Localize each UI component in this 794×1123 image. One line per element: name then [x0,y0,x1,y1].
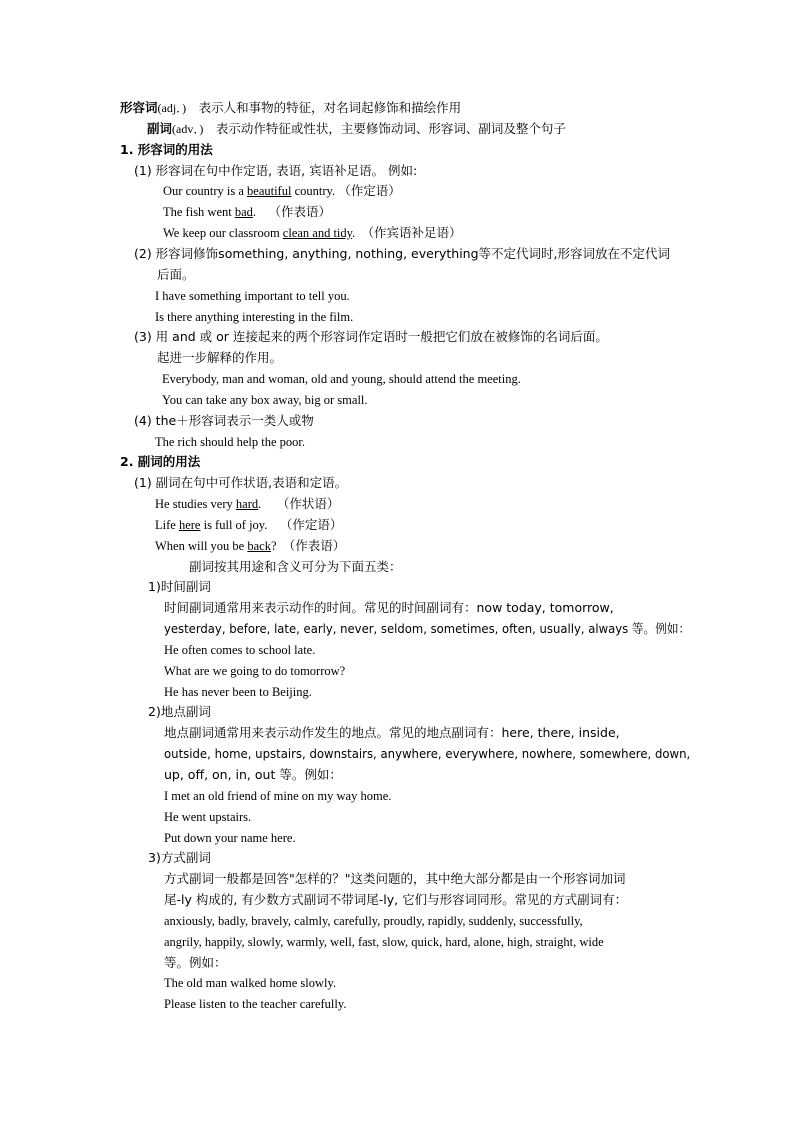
s1-p4-title: (4) the＋形容词表示一类人或物 [134,413,314,428]
manner-adverb-example-2: Please listen to the teacher carefully. [164,997,347,1011]
example-note: （作宾语补足语） [361,225,462,240]
s1-p3-example-2: You can take any box away, big or small. [162,393,368,407]
example-text: Life [155,518,179,532]
section-2-heading: 2. 副词的用法 [120,454,201,469]
example-note: （作定语） [338,183,401,198]
example-underline: here [178,518,201,532]
example-text: We keep our classroom [163,226,283,240]
example-underline: back [247,539,271,553]
example-underline: bad [234,205,253,219]
example-underline: hard [235,497,259,511]
s2-five-categories-intro: 副词按其用途和含义可分为下面五类： [189,559,402,574]
s1-p4-example-1: The rich should help the poor. [155,435,305,449]
manner-adverb-desc-2: 尾-ly 构成的, 有少数方式副词不带词尾-ly, 它们与形容词同形。常见的方式副词有： [164,892,628,907]
s1-p3-line-1: (3) 用 and 或 or 连接起来的两个形容词作定语时一般把它们放在被修饰的名词后面。 [134,329,608,344]
place-adverb-desc-2: outside, home, upstairs, downstairs, anywhere, everywhere, nowhere, somewhere, down, [164,746,691,761]
adj-term: 形容词 [120,100,158,115]
time-adverb-example-1: He often comes to school late. [164,643,316,657]
s1-p1-example-1 [163,181,401,201]
example-underline: beautiful [247,184,292,198]
time-adverb-example-2: What are we going to do tomorrow? [164,664,346,678]
example-text: . [252,205,257,219]
example-text: . [352,226,356,240]
example-text: The fish went [163,205,235,219]
example-text: He studies very [155,497,236,511]
s2-p1-example-3 [155,536,345,556]
time-adverb-desc-1: 时间副词通常用来表示动作的时间。常见的时间副词有：now today, tomorrow, [164,600,614,615]
place-adverb-example-1: I met an old friend of mine on my way home. [164,789,392,803]
s2-p1-example-2 [155,515,342,535]
s1-p2-example-1: I have something important to tell you. [155,289,350,303]
place-adverb-example-2: He went upstairs. [164,810,252,824]
example-text: country. [291,184,336,198]
s1-p2-example-2: Is there anything interesting in the film. [155,310,354,324]
section-1-heading: 1. 形容词的用法 [120,142,213,157]
s1-p2-line-2: 后面。 [157,267,195,282]
time-adverb-example-3: He has never been to Beijing. [164,685,312,699]
s1-p3-example-1: Everybody, man and woman, old and young, should attend the meeting. [162,372,521,386]
place-adverb-example-3: Put down your name here. [164,831,296,845]
manner-adverb-example-1: The old man walked home slowly. [164,976,337,990]
s1-p1-example-3 [163,223,462,243]
adv-definition [147,119,566,139]
place-adverb-desc-1: 地点副词通常用来表示动作发生的地点。常见的地点副词有：here, there, inside, [164,725,620,740]
s1-p3-line-2: 起进一步解释的作用。 [157,350,283,365]
time-adverb-desc-2: yesterday, before, late, early, never, seldom, sometimes, often, usually, always 等。例如： [164,621,691,636]
example-text: is full of joy. [200,518,268,532]
place-adverb-desc-3: up, off, on, in, out 等。例如： [164,767,342,782]
example-text: Our country is a [163,184,248,198]
example-underline: clean and tidy [282,226,353,240]
example-text: . [258,497,262,511]
manner-adverb-desc-3: anxiously, badly, bravely, calmly, carefully, proudly, rapidly, suddenly, successfully, [164,914,583,928]
adj-definition [120,98,461,118]
time-adverb-title: 1)时间副词 [148,579,211,594]
example-text: ? [270,539,277,553]
manner-adverb-desc-4: angrily, happily, slowly, warmly, well, fast, slow, quick, hard, alone, high, straight, wide [164,935,604,949]
adv-term: 副词 [147,121,173,136]
s1-p2-line-1: (2) 形容词修饰something, anything, nothing, everything等不定代词时,形容词放在不定代词 [134,246,670,261]
example-text: When will you be [155,539,248,553]
adv-desc: 表示动作特征或性状，主要修饰动词、形容词、副词及整个句子 [215,121,566,136]
s1-p1-title: (1) 形容词在句中作定语, 表语, 宾语补足语。 例如: [134,163,418,178]
s2-p1-title: (1) 副词在句中可作状语,表语和定语。 [134,475,348,490]
manner-adverb-title: 3)方式副词 [148,850,211,865]
example-note: （作状语） [276,496,340,511]
adj-desc: 表示人和事物的特征，对名词起修饰和描绘作用 [198,100,462,115]
manner-adverb-desc-1: 方式副词一般都是回答"怎样的？"这类问题的，其中绝大部分都是由一个形容词加词 [164,871,626,886]
adv-abbr: (adv．) [172,122,204,136]
example-note: （作表语） [282,538,346,553]
place-adverb-title: 2)地点副词 [148,704,211,719]
adj-abbr: (adj．) [157,101,187,115]
example-note: （作定语） [279,517,343,532]
example-note: （作表语） [268,204,332,219]
s1-p1-example-2 [163,202,331,222]
s2-p1-example-1 [155,494,339,514]
manner-adverb-desc-5: 等。例如： [164,955,227,970]
